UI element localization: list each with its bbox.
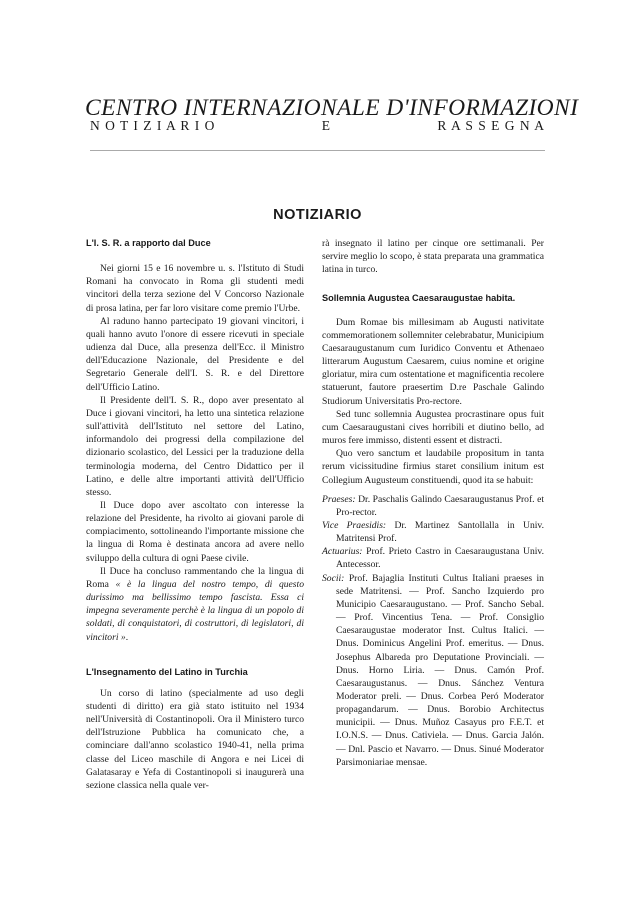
collegium-vice — [322, 519, 544, 545]
role-text: Prof. Bajaglia Instituti Cultus Italiani praeses in sede Matritensi. — Prof. Sancho Izquierdo pro Municipio Caesaraugustano. — Prof. Sancho Sebal. — Prof. Vincentius Tena. — Prof. Consiglio Caesaraugustae moderator Inst. Cultus Italici. — Dnus. Dominicus Angelini Prof. emeritus. — Dnus. Josephus Albareda pro Deputatione Provinciali. — Dnus. Horno Liria. — Dnus. Camón Prof. Caesaraugustanus. — Dnus. Sánchez Ventura Moderator preli. — Dnus. Corbea Peró Moderator propagandarum. — Dnus. Borobio Architectus municipii. — Dnus. Muñoz Casayus pro F.E.T. et I.O.N.S. — Dnus. Cativiela. — Dnus. Garcia Jalón. — Dnl. Pascio et Navarro. — Dnus. Sinué Moderator Parsimoniariae mensae. — [336, 572, 544, 768]
article-paragraph: Quo vero sanctum et laudabile propositum in tanta rerum vicissitudine firmius staret consilium initum est Collegium Augusteum constituendi, quod ita se habuit: — [322, 448, 544, 486]
role-label: Vice Praesidis: — [322, 519, 387, 531]
collegium-socii — [322, 572, 544, 769]
subtitle-word-e: E — [321, 118, 331, 133]
header-divider — [90, 150, 545, 151]
left-column — [86, 237, 304, 792]
article-paragraph: Dum Romae bis millesimam ab Augusti nativitate commemorationem sollemniter celebrabatur, Municipium Caesaraugustanum cum Iuridico Conventu et Athenaeo litterarum Augustum Caesarem, cuius nomine et origine gloriatur, mira cum ostentatione et magnificentia recolere statuerunt, fautore praesertim D.re Paschale Galindo Studiorum Universitatis Pro-rectore. — [322, 316, 544, 407]
role-text: Prof. Prieto Castro in Caesaraugustana Univ. Antecessor. — [336, 546, 544, 571]
article-paragraph: Nei giorni 15 e 16 novembre u. s. l'Istituto di Studi Romani ha convocato in Roma gli studenti medi vincitori della terza sezione del V Concorso Nazionale di prosa latina, per far loro visitare come premio l'Urbe. — [86, 263, 304, 314]
article-paragraph: Il Presidente dell'I. S. R., dopo aver presentato al Duce i giovani vincitori, ha letto una sintetica relazione sull'attività dell'Istituto nel settore del Latino, informandolo dei progressi della compilazione del dizionario scolastico, del Lessici per la traduzione della terminologia moderna, del Centro Didattico per il Latino, e delle altre importanti attività dell'Ufficio stesso. — [86, 394, 304, 498]
subtitle-word-notiziario: N O T I Z I A R I O — [90, 118, 216, 133]
role-text: Dr. Martinez Santollalla in Univ. Matritensi Prof. — [336, 519, 544, 545]
article-paragraph: Sed tunc sollemnia Augustea procrastinare opus fuit cum Caesaraugustani cives horribili et diutino bello, ad muros fere immisso, distenti essent et distracti. — [322, 408, 544, 447]
article-paragraph — [86, 565, 304, 644]
role-label: Socii: — [322, 572, 345, 584]
article-paragraph: Un corso di latino (specialmente ad uso degli studenti di diritto) era già stato istituito nel 1934 nell'Università di Costantinopoli. Ora il Ministero turco dell'Istruzione Pubblica ha comunicato che, a cominciare dall'anno scolastico 1940-41, nella prima classe del Liceo maschile di Angora e nei Licei di Galatasaray e Yefa di Costantinopoli si inaugurerà una sezione classica nella quale ver- — [86, 687, 304, 791]
collegium-praeses — [322, 493, 544, 519]
paragraph-lead: Il Duce ha concluso rammentando che la lingua di Roma — [86, 565, 304, 590]
section-title: NOTIZIARIO — [273, 207, 362, 223]
article-heading: L'I. S. R. a rapporto dal Duce — [86, 238, 211, 248]
duce-quote: « è la lingua del nostro tempo, di questo durissimo ma bellissimo tempo fascista. Essa ci impegna severamente perchè è la lingua di un popolo di soldati, di conquistatori, di costruttori, di legislatori, di vincitori » — [86, 578, 304, 643]
subtitle-word-rassegna: R A S S E G N A — [437, 118, 545, 133]
article-continuation: rà insegnato il latino per cinque ore settimanali. Per servire meglio lo scopo, è stata preparata una grammatica latina in turco. — [322, 238, 544, 276]
article-heading: Sollemnia Augustea Caesaraugustae habita. — [322, 293, 516, 304]
paragraph-end: . — [125, 631, 129, 643]
right-column — [322, 237, 544, 769]
role-label: Praeses: — [322, 493, 356, 505]
article-heading: L'Insegnamento del Latino in Turchia — [86, 666, 248, 677]
journal-title: CENTRO INTERNAZIONALE D'INFORMAZIONI — [85, 95, 579, 121]
article-paragraph: Il Duce dopo aver ascoltato con interesse la relazione del Presidente, ha rivolto ai giovani parole di compiacimento, sottolineando l'importante missione che la lingua di Roma è destinata ancora ad avere nello sviluppo della cultura di ogni Paese civile. — [86, 499, 304, 564]
collegium-actuarius — [322, 545, 544, 571]
role-text: Dr. Paschalis Galindo Caesaraugustanus Prof. et Pro-rector. — [336, 493, 544, 518]
journal-subtitle — [90, 118, 545, 134]
role-label: Actuarius: — [322, 546, 363, 558]
article-paragraph: Al raduno hanno partecipato 19 giovani vincitori, i quali hanno avuto l'onore di essere ricevuti in speciale udienza dal Duce, alla presenza dell'Ecc. il Ministro dell'Educazione Nazionale, del Presidente e del Segretario Generale dell'I. S. R. e del Direttore dell'Ufficio Latino. — [86, 315, 304, 393]
